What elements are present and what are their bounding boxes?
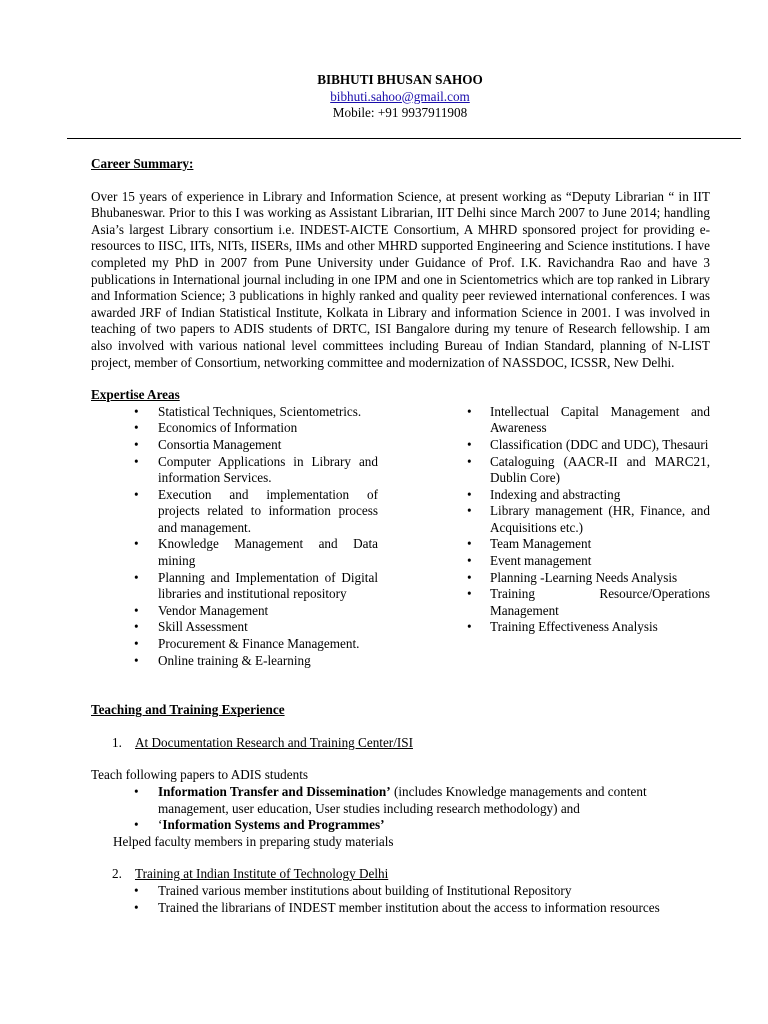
expertise-item: • Execution and implementation of projects related to information process and management.: [91, 487, 378, 537]
item-number: 2.: [112, 866, 122, 882]
item-title: Training at Indian Institute of Technology Delhi: [135, 866, 389, 882]
training-list: [0, 883, 710, 916]
expertise-item: • Planning and Implementation of Digital libraries and institutional repository: [91, 570, 378, 603]
training-item: • Trained the librarians of INDEST member institution about the access to information resources: [91, 900, 710, 917]
career-summary-text: Over 15 years of experience in Library and Information Science, at present working as “Deputy Librarian “ in IIT Bhubaneswar. Prior to this I was working as Assistant Librarian, IIT Delhi since March 2007 to June 2014; handling Asia’s largest Library consortium i.e. INDEST-AICTE Consortium, A MHRD sponsored project for providing e-resources to IISC, IITs, NITs, IISERs, IIMs and other MHRD supported Engineering and Science institutions. I have completed my PhD in 2007 from Pune University under Guidance of Prof. I.K. Ravichandra Rao and have 3 publications in International journal including in one IPM and one in Scientometrics which are top ranked in Library and Information Science; 3 publications in highly ranked and quality peer reviewed international conferences. I was awarded JRF of Indian Statistical Institute, Kolkata in Library and information Science in 2001. I was involved in teaching of two papers to ADIS students of DRTC, ISI Bangalore during my tenure of Research fellowship. I am also involved with various national level committees including Bureau of Indian Standard, planning of N-LIST project, member of Consortium, networking committee and modernization of NASSDOC, ICSSR, New Delhi.: [91, 188, 710, 370]
candidate-name: BIBHUTI BHUSAN SAHOO: [317, 72, 483, 87]
teaching-papers-list: [0, 784, 710, 834]
header-divider: [67, 138, 741, 139]
quote-mark: ‘: [158, 817, 163, 833]
paper-title: Information Transfer and Dissemination’: [158, 784, 391, 799]
item-number: 1.: [112, 734, 122, 750]
expertise-item: • Intellectual Capital Management and Awareness: [467, 404, 710, 437]
teaching-item-2: [91, 866, 710, 883]
teaching-heading: Teaching and Training Experience: [91, 702, 285, 718]
expertise-item: • Economics of Information: [91, 420, 378, 437]
expertise-item: • Training Resource/Operations Management: [467, 586, 710, 619]
paper-item: [91, 784, 710, 817]
resume-body: [91, 156, 710, 916]
expertise-item: • Consortia Management: [91, 437, 378, 454]
resume-header: [0, 72, 768, 122]
expertise-right-column: [467, 404, 710, 670]
training-item: • Trained various member institutions about building of Institutional Repository: [91, 883, 710, 900]
expertise-item: • Classification (DDC and UDC), Thesauri: [467, 437, 710, 454]
expertise-item: • Statistical Techniques, Scientometrics.: [91, 404, 378, 421]
email-link[interactable]: bibhuti.sahoo@gmail.com: [330, 88, 470, 104]
expertise-item: • Cataloguing (AACR-II and MARC21, Dublin Core): [467, 454, 710, 487]
career-summary-heading: Career Summary:: [91, 156, 194, 171]
expertise-item: • Vendor Management: [91, 603, 378, 620]
paper-description: (includes Knowledge managements and content management, user education, User studies including research methodology) and: [158, 784, 647, 816]
mobile-number: Mobile: +91 9937911908: [332, 105, 468, 121]
expertise-item: • Team Management: [467, 536, 710, 553]
teaching-note: Helped faculty members in preparing study materials: [113, 833, 394, 849]
expertise-item: • Computer Applications in Library and information Services.: [91, 454, 378, 487]
expertise-item: • Planning -Learning Needs Analysis: [467, 570, 710, 587]
paper-item: [91, 817, 710, 834]
expertise-item: • Knowledge Management and Data mining: [91, 536, 378, 569]
expertise-item: • Library management (HR, Finance, and Acquisitions etc.): [467, 503, 710, 536]
expertise-item: • Event management: [467, 553, 710, 570]
teaching-intro: Teach following papers to ADIS students: [91, 767, 308, 783]
expertise-item: • Procurement & Finance Management.: [91, 636, 378, 653]
expertise-left-column: [0, 404, 378, 670]
expertise-item: • Online training & E-learning: [91, 653, 378, 670]
item-title: At Documentation Research and Training Center/ISI: [135, 734, 413, 750]
expertise-heading: Expertise Areas: [91, 387, 180, 403]
expertise-item: • Indexing and abstracting: [467, 487, 710, 504]
paper-title: Information Systems and Programmes’: [162, 817, 385, 833]
expertise-item: • Training Effectiveness Analysis: [467, 619, 710, 636]
expertise-item: • Skill Assessment: [91, 619, 378, 636]
teaching-item-1: [91, 735, 710, 752]
expertise-columns: [91, 404, 710, 670]
